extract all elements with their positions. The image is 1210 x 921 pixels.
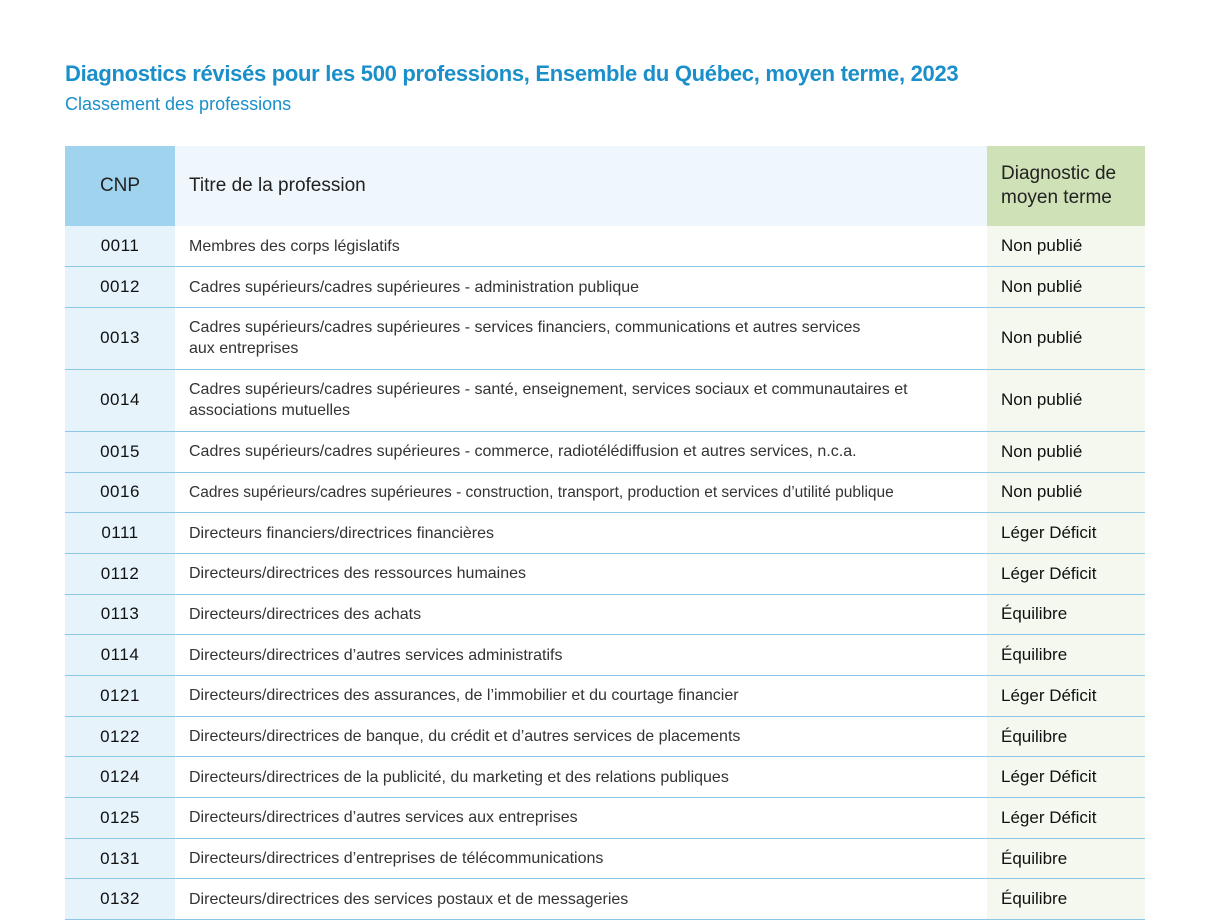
title-text: Directeurs financiers/directrices financières [189, 524, 494, 542]
title-cell [175, 369, 987, 431]
table-row [65, 838, 1145, 879]
page-title: Diagnostics révisés pour les 500 professions, Ensemble du Québec, moyen terme, 2023 [65, 61, 959, 86]
title-cell [175, 879, 987, 920]
cnp-cell: 0125 [65, 798, 175, 839]
diagnostic-cell: Léger Déficit [987, 513, 1145, 554]
title-text: Cadres supérieurs/cadres supérieures - commerce, radiotélédiffusion et autres services, n.c.a. [189, 443, 857, 461]
title-text: Directeurs/directrices des ressources humaines [189, 565, 527, 583]
title-cell [175, 431, 987, 472]
title-cell [175, 553, 987, 594]
diagnostic-cell: Non publié [987, 307, 1145, 369]
table-row [65, 594, 1145, 635]
table-row [65, 553, 1145, 594]
professions-table [65, 146, 1145, 920]
title-text: Cadres supérieurs/cadres supérieures - services financiers, communications et autres services aux entreprises [189, 319, 861, 358]
diagnostic-cell: Non publié [987, 369, 1145, 431]
title-cell [175, 635, 987, 676]
title-text: Directeurs/directrices d’entreprises de télécommunications [189, 850, 604, 868]
cnp-cell: 0114 [65, 635, 175, 676]
cnp-cell: 0132 [65, 879, 175, 920]
title-cell [175, 226, 987, 267]
cnp-cell: 0112 [65, 553, 175, 594]
diagnostic-cell: Léger Déficit [987, 757, 1145, 798]
header-title: Titre de la profession [175, 146, 987, 226]
diagnostic-cell: Léger Déficit [987, 676, 1145, 717]
title-cell [175, 594, 987, 635]
diagnostic-cell: Léger Déficit [987, 798, 1145, 839]
diagnostic-cell: Léger Déficit [987, 553, 1145, 594]
table-row [65, 798, 1145, 839]
cnp-cell: 0011 [65, 226, 175, 267]
diagnostic-cell: Équilibre [987, 635, 1145, 676]
header-cnp: CNP [65, 146, 175, 226]
table-row [65, 431, 1145, 472]
table-row [65, 267, 1145, 308]
diagnostic-cell: Non publié [987, 472, 1145, 513]
title-cell [175, 267, 987, 308]
title-cell [175, 798, 987, 839]
table-row [65, 879, 1145, 920]
title-text: Directeurs/directrices d’autres services aux entreprises [189, 809, 578, 827]
table-row [65, 716, 1145, 757]
cnp-cell: 0131 [65, 838, 175, 879]
header-diagnostic [987, 146, 1145, 226]
table-body [65, 226, 1145, 920]
title-cell [175, 676, 987, 717]
diagnostic-cell: Non publié [987, 226, 1145, 267]
diagnostic-cell: Équilibre [987, 716, 1145, 757]
title-text: Membres des corps législatifs [189, 237, 400, 255]
table-header-row [65, 146, 1145, 226]
title-cell [175, 307, 987, 369]
cnp-cell: 0016 [65, 472, 175, 513]
title-text: Directeurs/directrices de banque, du crédit et d’autres services de placements [189, 728, 741, 746]
cnp-cell: 0015 [65, 431, 175, 472]
title-text: Cadres supérieurs/cadres supérieures - construction, transport, production et services d’utilité publique [189, 483, 894, 501]
page-subtitle: Classement des professions [65, 94, 292, 114]
diagnostic-cell: Équilibre [987, 879, 1145, 920]
title-text: Directeurs/directrices des services postaux et de messageries [189, 890, 629, 908]
cnp-cell: 0012 [65, 267, 175, 308]
title-cell [175, 757, 987, 798]
cnp-cell: 0124 [65, 757, 175, 798]
table-row [65, 472, 1145, 513]
cnp-cell: 0121 [65, 676, 175, 717]
cnp-cell: 0113 [65, 594, 175, 635]
diagnostic-cell: Non publié [987, 267, 1145, 308]
table-row [65, 226, 1145, 267]
title-cell [175, 838, 987, 879]
table-row [65, 635, 1145, 676]
table-row [65, 307, 1145, 369]
title-text: Directeurs/directrices de la publicité, du marketing et des relations publiques [189, 768, 729, 786]
table-row [65, 757, 1145, 798]
diagnostic-cell: Non publié [987, 431, 1145, 472]
table-row [65, 676, 1145, 717]
diagnostic-cell: Équilibre [987, 594, 1145, 635]
cnp-cell: 0111 [65, 513, 175, 554]
title-text: Directeurs/directrices d’autres services administratifs [189, 646, 563, 664]
title-cell [175, 716, 987, 757]
cnp-cell: 0013 [65, 307, 175, 369]
title-cell [175, 472, 987, 513]
title-text: Directeurs/directrices des achats [189, 605, 422, 623]
cnp-cell: 0014 [65, 369, 175, 431]
cnp-cell: 0122 [65, 716, 175, 757]
title-cell [175, 513, 987, 554]
title-text: Cadres supérieurs/cadres supérieures - santé, enseignement, services sociaux et communautaires et associations mutuelles [189, 381, 908, 420]
table-row [65, 369, 1145, 431]
title-text: Directeurs/directrices des assurances, de l’immobilier et du courtage financier [189, 687, 739, 705]
diagnostic-cell: Équilibre [987, 838, 1145, 879]
table-row [65, 513, 1145, 554]
title-text: Cadres supérieurs/cadres supérieures - administration publique [189, 278, 640, 296]
header-diagnostic-label: Diagnostic de moyen terme [1001, 163, 1117, 208]
